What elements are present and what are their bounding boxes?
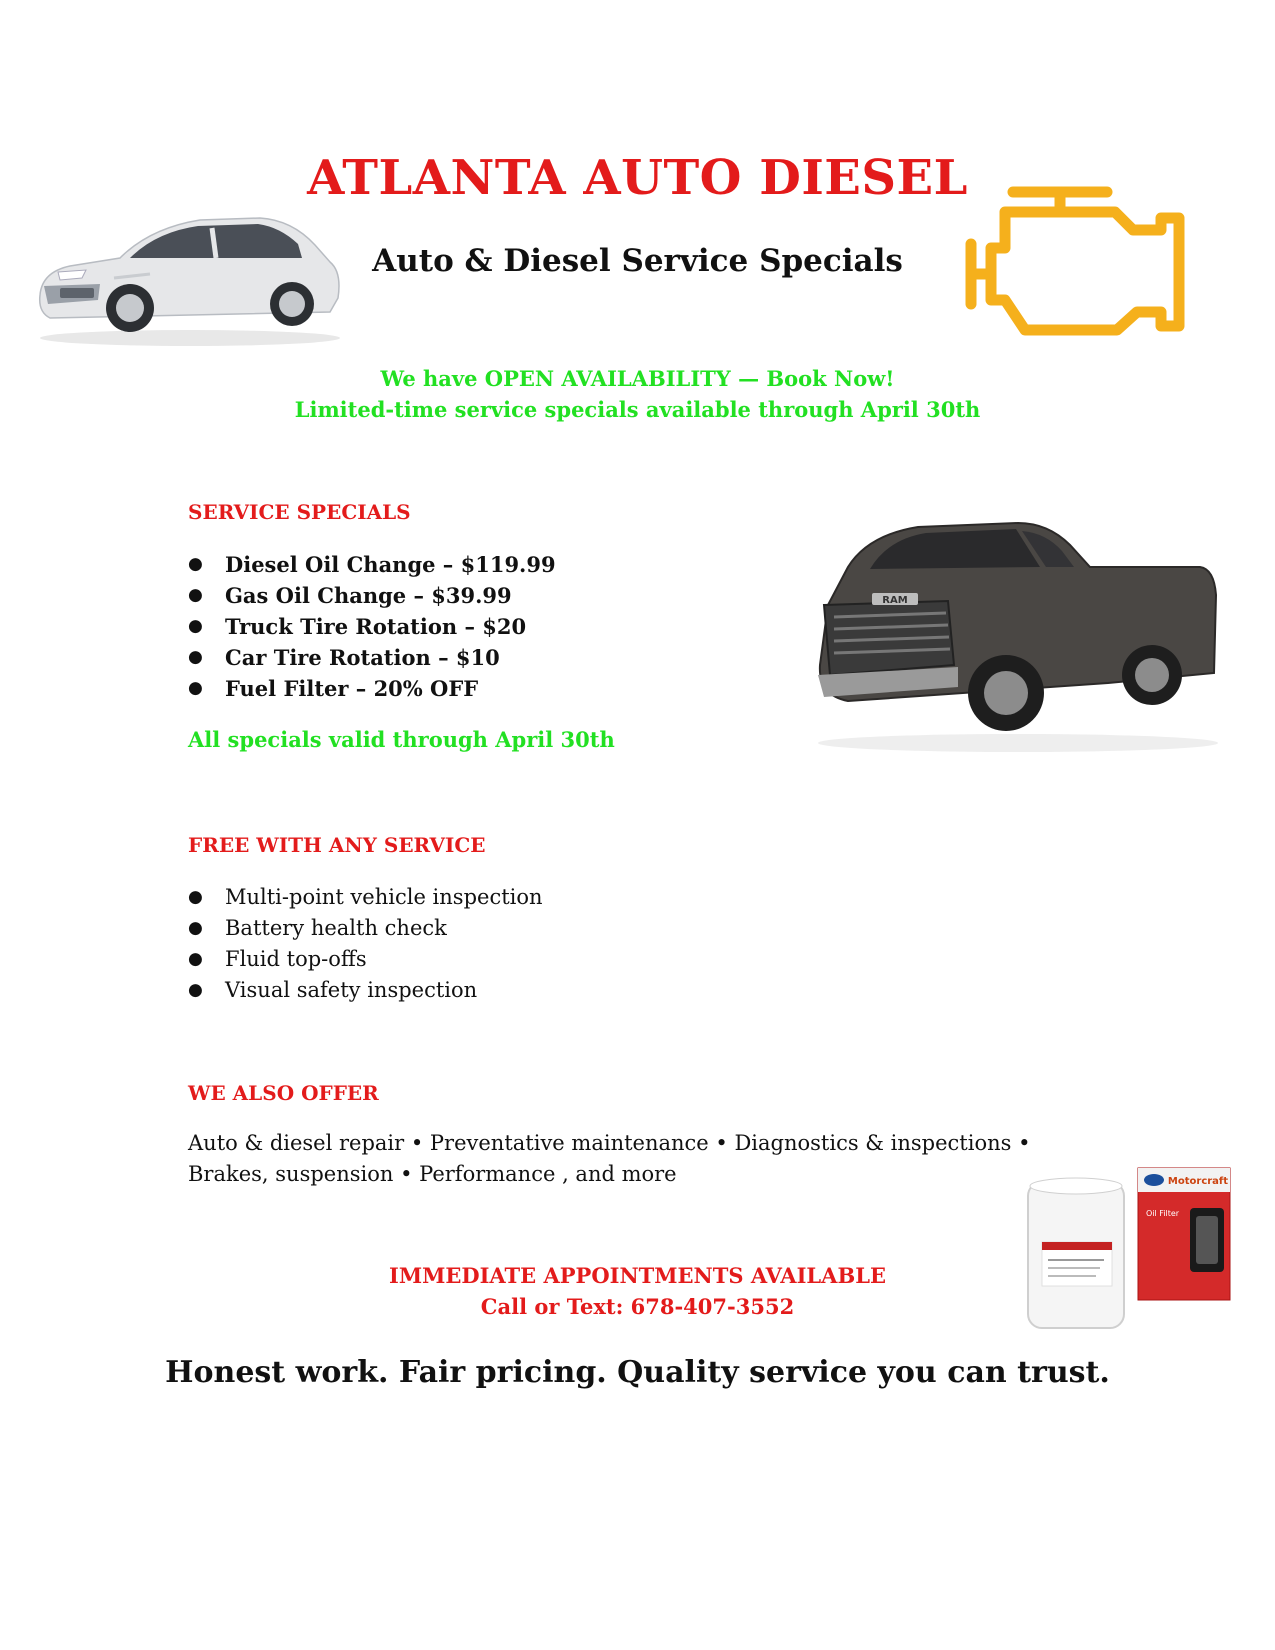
- availability-line-2: Limited-time service specials available through April 30th: [294, 397, 981, 422]
- also-offer-heading: WE ALSO OFFER: [188, 1081, 379, 1105]
- list-item: ● Diesel Oil Change – $119.99: [188, 549, 708, 580]
- also-offer-text: Auto & diesel repair • Preventative maintenance • Diagnostics & inspections • Brakes, suspension • Performance , and more: [188, 1131, 1031, 1186]
- pickup-truck-image: [808, 505, 1228, 755]
- free-services-heading: FREE WITH ANY SERVICE: [188, 833, 486, 857]
- list-item: ● Car Tire Rotation – $10: [188, 642, 708, 673]
- check-engine-icon: [965, 180, 1190, 345]
- list-item: ● Gas Oil Change – $39.99: [188, 580, 708, 611]
- page-subtitle: Auto & Diesel Service Specials: [372, 243, 903, 279]
- list-item: ● Fluid top-offs: [188, 944, 708, 975]
- list-item: ● Multi-point vehicle inspection: [188, 882, 708, 913]
- availability-line-1: We have OPEN AVAILABILITY — Book Now!: [380, 366, 895, 391]
- specials-validity-note: All specials valid through April 30th: [188, 727, 615, 752]
- list-item: ● Fuel Filter – 20% OFF: [188, 673, 708, 704]
- service-specials-heading: SERVICE SPECIALS: [188, 500, 411, 524]
- list-item: ● Battery health check: [188, 913, 708, 944]
- page-title: ATLANTA AUTO DIESEL: [307, 150, 968, 206]
- service-specials-list: [188, 549, 708, 704]
- free-services-list: [188, 882, 708, 1006]
- list-item: ● Visual safety inspection: [188, 975, 708, 1006]
- availability-notice: [0, 363, 1275, 425]
- list-item: ● Truck Tire Rotation – $20: [188, 611, 708, 642]
- product-brand: Motorcraft: [1167, 1176, 1229, 1187]
- sedan-car-image: [30, 200, 350, 350]
- tagline: Honest work. Fair pricing. Quality service you can trust.: [165, 1355, 1110, 1390]
- product-label: Oil Filter: [1146, 1209, 1180, 1218]
- appointments-notice: [0, 1260, 1275, 1322]
- appointments-line-1: IMMEDIATE APPOINTMENTS AVAILABLE: [389, 1263, 886, 1288]
- appointments-phone: Call or Text: 678-407-3552: [480, 1294, 795, 1319]
- truck-badge: RAM: [882, 595, 908, 606]
